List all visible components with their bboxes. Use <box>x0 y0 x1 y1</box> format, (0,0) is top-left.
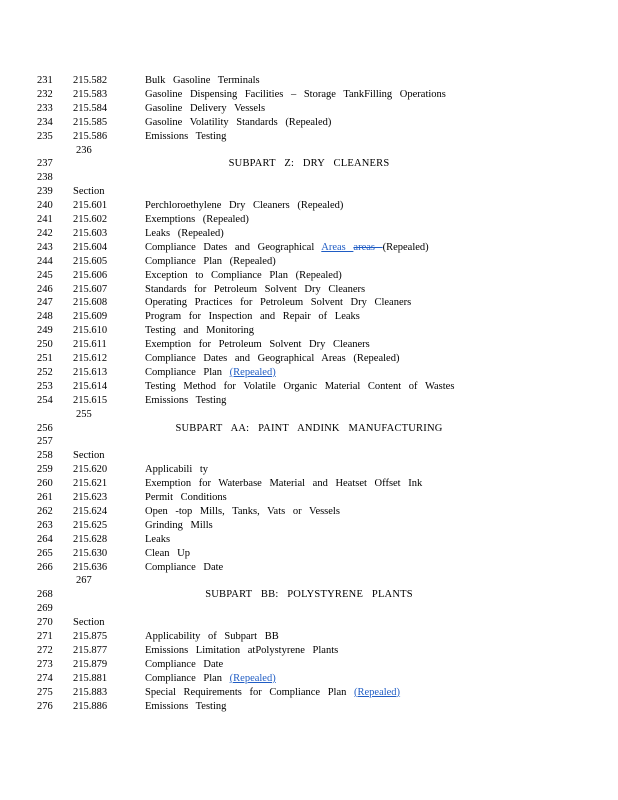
toc-row <box>0 505 618 519</box>
section-number: 215.883 <box>73 686 108 698</box>
title-text: Emissions Testing <box>145 130 227 142</box>
section-number: 215.879 <box>73 658 108 670</box>
inserted-text-link[interactable]: (Repealed) <box>229 366 276 378</box>
line-number: 250 <box>37 339 53 351</box>
stray-number-line <box>0 408 618 422</box>
line-number: 258 <box>37 450 53 462</box>
toc-row <box>0 366 618 380</box>
line-number: 271 <box>37 631 53 642</box>
toc-row <box>0 296 618 310</box>
section-number: 215.612 <box>73 353 108 364</box>
subpart-heading: SUBPART BB: POLYSTYRENE PLANTS <box>205 589 413 601</box>
title-text: Grinding Mills <box>145 519 213 531</box>
title-text: Exception to Compliance Plan (Repealed) <box>145 269 342 281</box>
section-number: 215.875 <box>73 631 108 642</box>
section-number: 215.608 <box>73 297 108 309</box>
section-number: 215.601 <box>73 200 108 212</box>
toc-row <box>0 463 618 477</box>
title-text: (Repealed) <box>382 241 429 253</box>
toc-row <box>0 449 618 463</box>
stray-line-number: 236 <box>76 144 92 156</box>
line-number: 235 <box>37 130 53 142</box>
section-number: 215.583 <box>73 88 108 100</box>
section-number: 215.625 <box>73 519 108 531</box>
section-number: 215.586 <box>73 130 108 142</box>
line-number: 275 <box>37 686 53 698</box>
toc-row <box>0 616 618 630</box>
section-number: 215.604 <box>73 241 108 253</box>
toc-row <box>0 269 618 283</box>
inserted-text-link[interactable]: Areas <box>321 241 354 253</box>
stray-number-line <box>0 144 618 158</box>
toc-row <box>0 547 618 561</box>
section-number: 215.609 <box>73 311 108 323</box>
section-title <box>145 352 399 366</box>
section-title <box>145 283 365 297</box>
title-text: Gasoline Delivery Vessels <box>145 102 266 114</box>
section-number: 215.624 <box>73 505 108 517</box>
section-number: 215.621 <box>73 478 108 490</box>
toc-row <box>0 352 618 366</box>
line-number: 261 <box>37 492 53 503</box>
line-number: 265 <box>37 547 53 559</box>
line-number: 276 <box>37 700 53 712</box>
line-number: 274 <box>37 672 53 684</box>
section-title <box>145 338 370 352</box>
section-title <box>145 463 208 477</box>
line-number: 266 <box>37 561 53 573</box>
toc-row <box>0 227 618 241</box>
toc-row <box>0 672 618 686</box>
toc-row <box>0 477 618 491</box>
section-title <box>145 380 454 394</box>
section-title <box>145 74 260 88</box>
line-number: 243 <box>37 241 53 253</box>
section-number: Section <box>73 186 105 198</box>
line-number: 247 <box>37 297 53 309</box>
line-number: 245 <box>37 269 53 281</box>
line-number: 240 <box>37 200 53 212</box>
section-number: Section <box>73 617 105 629</box>
line-number: 263 <box>37 519 53 531</box>
section-title <box>145 130 226 144</box>
title-text: Bulk Gasoline Terminals <box>145 75 260 86</box>
line-number: 238 <box>37 172 53 184</box>
line-number: 262 <box>37 505 53 517</box>
line-number: 237 <box>37 158 53 170</box>
toc-row <box>0 130 618 144</box>
title-text: Leaks (Repealed) <box>145 227 224 239</box>
section-number: 215.585 <box>73 116 108 128</box>
section-title <box>145 561 223 575</box>
section-title <box>145 686 400 700</box>
section-number: 215.606 <box>73 269 108 281</box>
stray-line-number: 267 <box>76 575 92 587</box>
title-text: Testing and Monitoring <box>145 325 255 337</box>
toc-row <box>0 644 618 658</box>
subpart-heading-line <box>0 157 618 171</box>
section-number: 215.603 <box>73 227 108 239</box>
title-text: Program for Inspection and Repair of Leaks <box>145 311 360 323</box>
title-text: Applicability of Subpart BB <box>145 631 279 642</box>
toc-row <box>0 283 618 297</box>
section-number: 215.620 <box>73 464 108 476</box>
line-number: 270 <box>37 617 53 629</box>
section-title <box>145 116 331 130</box>
title-text: Emissions Limitation atPolystyrene Plants <box>145 644 339 656</box>
section-title <box>145 477 422 491</box>
line-number: 232 <box>37 88 53 100</box>
title-text: Emissions Testing <box>145 700 227 712</box>
title-text: Compliance Dates and Geographical Areas (Repealed) <box>145 353 400 364</box>
title-text: Exemptions (Repealed) <box>145 214 249 225</box>
section-number: 215.614 <box>73 380 108 392</box>
section-title <box>145 296 411 310</box>
subpart-heading-line <box>0 588 618 602</box>
title-text: Compliance Date <box>145 658 224 670</box>
title-text: Open -top Mills, Tanks, Vats or Vessels <box>145 505 340 517</box>
line-number: 273 <box>37 658 53 670</box>
section-title <box>145 241 429 255</box>
section-title <box>145 102 265 116</box>
subpart-heading: SUBPART AA: PAINT ANDINK MANUFACTURING <box>175 422 443 434</box>
section-number: 215.636 <box>73 561 108 573</box>
title-text: Testing Method for Volatile Organic Material Content of Wastes <box>145 380 455 392</box>
line-number: 233 <box>37 102 53 114</box>
section-number: 215.607 <box>73 283 108 295</box>
section-title <box>145 88 446 102</box>
title-text: Compliance Plan <box>145 366 230 378</box>
toc-row <box>0 561 618 575</box>
line-number: 253 <box>37 380 53 392</box>
title-text: Permit Conditions <box>145 492 227 503</box>
line-number: 257 <box>37 436 53 448</box>
toc-row <box>0 602 618 616</box>
line-number: 260 <box>37 478 53 490</box>
section-title <box>145 700 226 714</box>
toc-row <box>0 102 618 116</box>
title-text: Emissions Testing <box>145 394 227 406</box>
line-number: 249 <box>37 325 53 337</box>
section-title <box>145 394 226 408</box>
section-number: 215.613 <box>73 366 108 378</box>
toc-row <box>0 519 618 533</box>
toc-row <box>0 630 618 644</box>
section-title <box>145 505 340 519</box>
toc-row <box>0 338 618 352</box>
line-number: 269 <box>37 603 53 615</box>
section-number: 215.886 <box>73 700 108 712</box>
toc-row <box>0 435 618 449</box>
section-title <box>145 533 170 547</box>
section-title <box>145 658 223 672</box>
toc-row <box>0 185 618 199</box>
toc-row <box>0 213 618 227</box>
line-number: 241 <box>37 214 53 225</box>
section-title <box>145 644 338 658</box>
line-number: 272 <box>37 644 53 656</box>
line-number: 248 <box>37 311 53 323</box>
toc-row <box>0 491 618 505</box>
line-number: 259 <box>37 464 53 476</box>
title-text: Exemption for Waterbase Material and Heatset Offset Ink <box>145 478 423 490</box>
section-title <box>145 199 343 213</box>
line-number: 264 <box>37 533 53 545</box>
line-number: 252 <box>37 366 53 378</box>
section-number: 215.602 <box>73 214 108 225</box>
title-text: Standards for Petroleum Solvent Dry Cleaners <box>145 283 366 295</box>
section-title <box>145 310 360 324</box>
section-number: 215.628 <box>73 533 108 545</box>
title-text: Clean Up <box>145 547 190 559</box>
title-text: Exemption for Petroleum Solvent Dry Cleaners <box>145 339 370 351</box>
section-title <box>145 519 213 533</box>
toc-row <box>0 116 618 130</box>
line-number: 254 <box>37 394 53 406</box>
section-number: 215.584 <box>73 102 108 114</box>
subpart-heading: SUBPART Z: DRY CLEANERS <box>228 158 390 170</box>
line-number: 268 <box>37 589 53 601</box>
section-number: 215.615 <box>73 394 108 406</box>
title-text: Operating Practices for Petroleum Solvent Dry Cleaners <box>145 297 412 309</box>
toc-row <box>0 199 618 213</box>
line-number: 256 <box>37 422 53 434</box>
toc-row <box>0 88 618 102</box>
line-number: 239 <box>37 186 53 198</box>
section-number: 215.630 <box>73 547 108 559</box>
toc-row <box>0 241 618 255</box>
section-number: 215.611 <box>73 339 107 351</box>
section-number: 215.610 <box>73 325 108 337</box>
toc-row <box>0 171 618 185</box>
line-number: 231 <box>37 75 53 86</box>
line-number: 242 <box>37 227 53 239</box>
section-number: 215.881 <box>73 672 108 684</box>
section-title <box>145 269 342 283</box>
title-text: Applicabili ty <box>145 464 209 476</box>
toc-row <box>0 533 618 547</box>
toc-row <box>0 686 618 700</box>
section-title <box>145 547 190 561</box>
section-number: 215.623 <box>73 492 108 503</box>
toc-row <box>0 74 618 88</box>
title-text: Compliance Plan (Repealed) <box>145 255 276 267</box>
toc-row <box>0 324 618 338</box>
toc-row <box>0 700 618 714</box>
inserted-text-link[interactable]: (Repealed) <box>354 686 401 698</box>
line-number: 244 <box>37 255 53 267</box>
stray-number-line <box>0 574 618 588</box>
title-text: Gasoline Dispensing Facilities – Storage TankFilling Operations <box>145 88 446 100</box>
section-title <box>145 227 224 241</box>
line-number: 234 <box>37 116 53 128</box>
deleted-text: areas <box>353 241 383 253</box>
title-text: Leaks <box>145 533 171 545</box>
section-title <box>145 366 276 380</box>
section-number: 215.877 <box>73 644 108 656</box>
title-text: Gasoline Volatility Standards (Repealed) <box>145 116 332 128</box>
line-number: 246 <box>37 283 53 295</box>
title-text: Perchloroethylene Dry Cleaners (Repealed) <box>145 200 344 212</box>
section-number: 215.582 <box>73 75 108 86</box>
stray-line-number: 255 <box>76 408 92 420</box>
section-title <box>145 255 276 269</box>
toc-row <box>0 658 618 672</box>
title-text: Compliance Dates and Geographical <box>145 241 322 253</box>
section-title <box>145 672 276 686</box>
toc-row <box>0 394 618 408</box>
section-title <box>145 213 249 227</box>
toc-row <box>0 255 618 269</box>
section-number: 215.605 <box>73 255 108 267</box>
section-title <box>145 630 279 644</box>
subpart-heading-line <box>0 422 618 436</box>
section-title <box>145 491 227 505</box>
inserted-text-link[interactable]: (Repealed) <box>229 672 276 684</box>
section-title <box>145 324 254 338</box>
toc-row <box>0 310 618 324</box>
title-text: Compliance Date <box>145 561 224 573</box>
title-text: Special Requirements for Compliance Plan <box>145 686 354 698</box>
line-number: 251 <box>37 353 53 364</box>
title-text: Compliance Plan <box>145 672 230 684</box>
toc-row <box>0 380 618 394</box>
section-number: Section <box>73 450 105 462</box>
